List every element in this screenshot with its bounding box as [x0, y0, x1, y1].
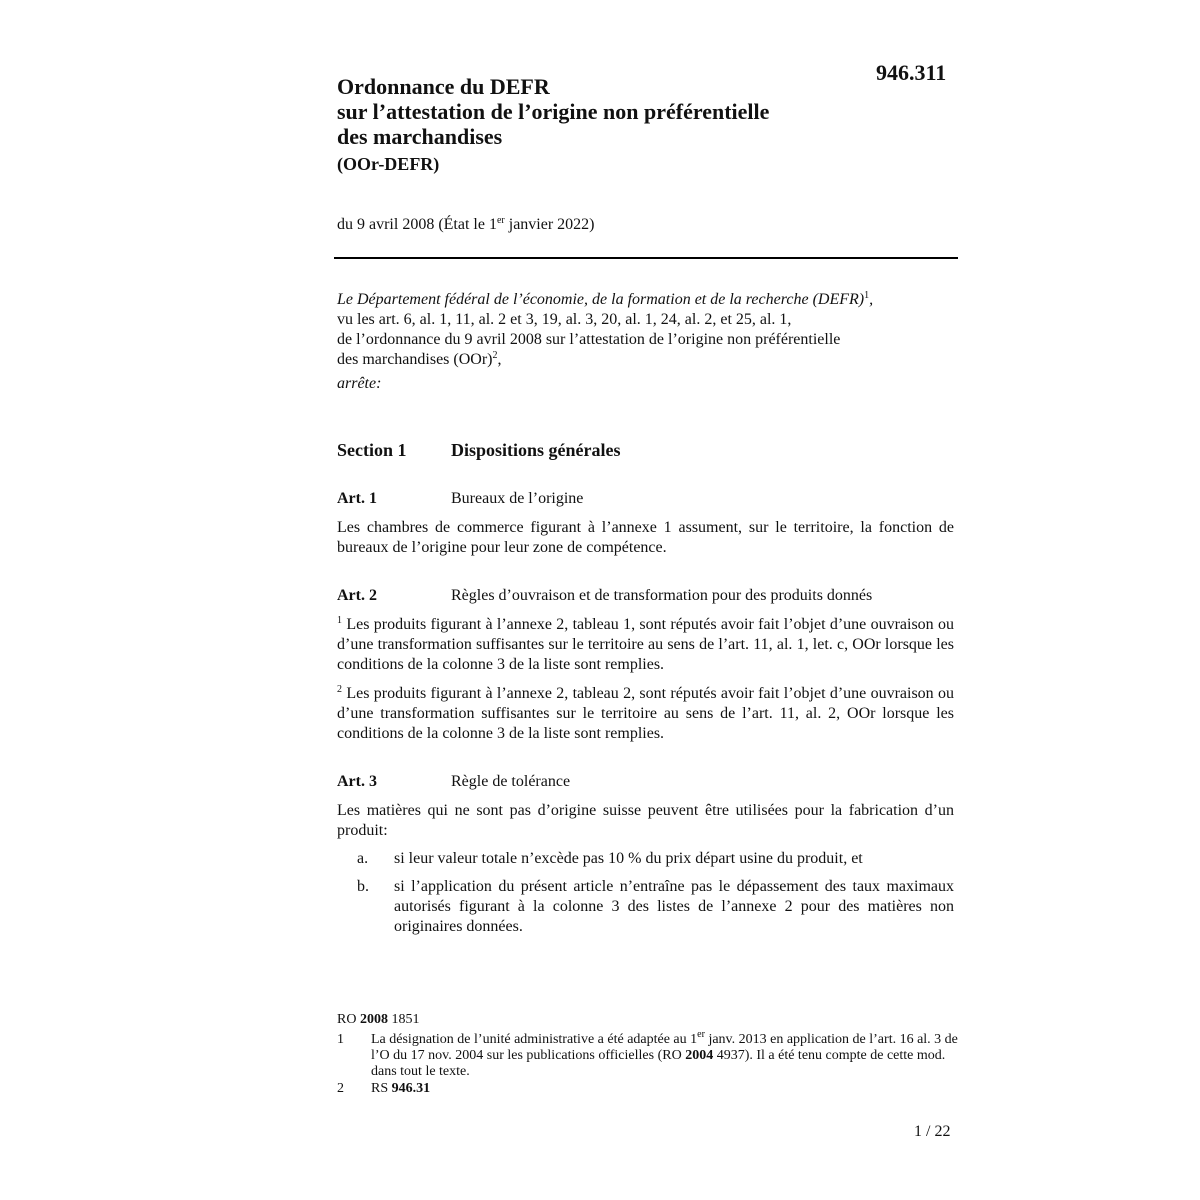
list-item-text: si l’application du présent article n’entraîne pas le dépassement des taux maximaux autorisés figurant à la colonne 3 des listes de l’annexe 2 pour des matières non originaires données. [394, 878, 954, 935]
article-title: Bureaux de l’origine [451, 490, 584, 507]
art-1-heading [337, 490, 583, 508]
art-2-paragraph-2 [337, 684, 954, 744]
ro-page: 1851 [387, 1012, 420, 1027]
document-title [337, 74, 769, 149]
preamble-authority: Le Département fédéral de l’économie, de la formation et de la recherche (DEFR) [337, 291, 865, 308]
art-2-paragraph-1 [337, 615, 954, 675]
document-abbreviation: (OOr-DEFR) [337, 154, 440, 174]
article-title: Règle de tolérance [451, 773, 571, 790]
list-item-label: b. [357, 878, 369, 895]
title-line-2: sur l’attestation de l’origine non préférentielle [337, 99, 770, 124]
title-divider [334, 257, 958, 259]
footnote-text: RS 946.31 [371, 1081, 431, 1096]
paragraph-number: 2 [337, 684, 342, 695]
ro-reference [337, 1012, 419, 1028]
preamble-line-2: vu les art. 6, al. 1, 11, al. 2 et 3, 19, al. 3, 20, al. 1, 24, al. 2, et 25, al. 1, [337, 311, 792, 328]
section-number: Section 1 [337, 440, 407, 460]
ro-year: 2008 [359, 1012, 388, 1027]
art-3-intro: Les matières qui ne sont pas d’origine suisse peuvent être utilisées pour la fabrication d’un produit: [337, 802, 954, 839]
list-item [357, 849, 954, 869]
date-sup: er [496, 215, 505, 226]
art-3-heading [337, 773, 570, 791]
article-number: Art. 2 [337, 587, 377, 604]
paragraph-text: Les produits figurant à l’annexe 2, tableau 1, sont réputés avoir fait l’objet d’une ouvraison ou d’une transformation suffisantes sur le territoire au sens de l’art. 11, al. 1, let. c, OOr lorsque les conditions de la colonne 3 de la liste sont remplies. [337, 616, 954, 673]
page-number: 1 / 22 [914, 1123, 951, 1140]
article-number: Art. 1 [337, 490, 377, 507]
section-1-heading [337, 440, 621, 461]
paragraph-text: Les produits figurant à l’annexe 2, tableau 2, sont réputés avoir fait l’objet d’une ouvraison ou d’une transformation suffisantes sur le territoire au sens de l’art. 11, al. 2, OOr lorsque les conditions de la colonne 3 de la liste sont remplies. [337, 685, 954, 742]
article-title: Règles d’ouvraison et de transformation pour des produits donnés [451, 587, 873, 604]
preamble: Le Département fédéral de l’économie, de la formation et de la recherche (DEFR)$^1$, vu les art. 6, al. 1, 11, al. 2 et 3, 19, al. 3, 20, al. 1, 24, al. 2, et 25, al. 1, de l’ordonnance du 9 avril 2008 sur l’attestation de l’origine non préférentielle des marchandises (OOr)$^2$, arrête: [337, 290, 977, 394]
footnote-text: La désignation de l’unité administrative a été adaptée au 1er janv. 2013 en application de l’art. 16 al. 3 de l’O du 17 nov. 2004 sur les publications officielles (RO 2004 4937). Il a été tenu compte de cette mod. dans tout le texte. [371, 1029, 958, 1079]
preamble-line-3: de l’ordonnance du 9 avril 2008 sur l’attestation de l’origine non préférentielle [337, 331, 841, 348]
list-item-label: a. [357, 850, 369, 867]
list-item [357, 877, 954, 937]
section-title: Dispositions générales [451, 440, 621, 460]
title-line-1: Ordonnance du DEFR [337, 74, 550, 99]
footnote-2 [337, 1081, 971, 1097]
document-date [337, 216, 595, 234]
footnote-1 [337, 1029, 971, 1080]
footnote-number: 2 [337, 1081, 344, 1096]
date-suffix: janvier 2022) [504, 216, 595, 233]
footnote-ref-2[interactable]: 2 [492, 350, 498, 361]
preamble-decree: arrête: [337, 375, 382, 392]
paragraph-number: 1 [337, 615, 342, 626]
footnote-number: 1 [337, 1032, 344, 1047]
art-2-heading [337, 587, 872, 605]
title-line-3: des marchandises [337, 124, 503, 149]
article-number: Art. 3 [337, 773, 377, 790]
footnote-ref-1[interactable]: 1 [864, 290, 870, 301]
list-item-text: si leur valeur totale n’excède pas 10 % du prix départ usine du produit, et [394, 850, 863, 867]
art-1-text: Les chambres de commerce figurant à l’annexe 1 assument, sur le territoire, la fonction de bureaux de l’origine pour leur zone de compétence. [337, 519, 954, 556]
ro-prefix: RO [337, 1012, 360, 1027]
date-prefix: du 9 avril 2008 (État le 1 [337, 216, 497, 233]
preamble-line-4-end: , [497, 351, 502, 368]
preamble-line-4: des marchandises (OOr) [337, 351, 493, 368]
sr-number: 946.311 [876, 60, 947, 85]
